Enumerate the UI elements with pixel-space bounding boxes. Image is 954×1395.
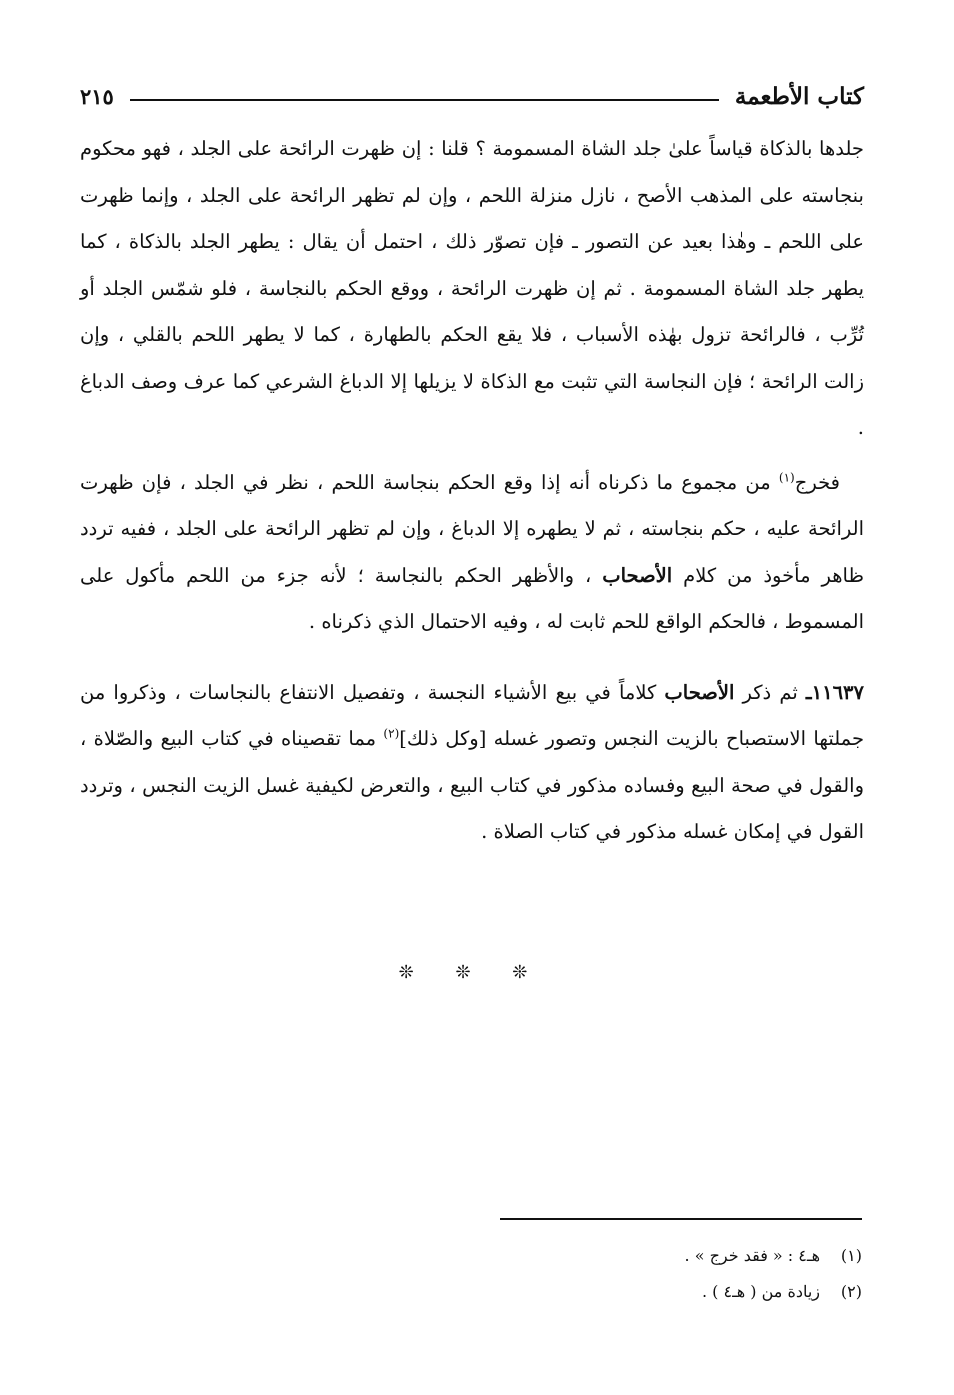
header-rule xyxy=(130,99,719,101)
chapter-title: كتاب الأطعمة xyxy=(734,82,864,110)
footnotes xyxy=(80,1238,862,1310)
paragraph-2 xyxy=(80,460,864,646)
paragraph-3-text-a: ثم ذكر xyxy=(734,680,806,704)
main-text xyxy=(80,126,864,856)
footnote-number: (١) xyxy=(840,1246,862,1265)
footnote-number: (٢) xyxy=(840,1282,862,1301)
paragraph-2-text-a: من مجموع ما ذكرناه أنه إذا وقع الحكم بنجاسة اللحم ، نظر في الجلد ، فإن ظهرت الرائحة عليه ، حكم بنجاسته ، ثم لا يطهره إلا الدباغ ، وإن لم تظهر الرائحة على الجلد ، ففيه تردد ظاهر مأخوذ من كلام xyxy=(80,470,864,587)
footnote-ref-2[interactable]: (٢) xyxy=(383,726,400,741)
running-header xyxy=(80,78,864,114)
footnote-text: زيادة من ( هـ٤ ) . xyxy=(701,1282,820,1301)
section-number: ١١٦٣٧ـ xyxy=(805,680,864,704)
bold-term: الأصحاب xyxy=(602,563,673,587)
footnote-text: هـ٤ : « فقد خرج » . xyxy=(684,1246,820,1265)
paragraph-2-text-b: ، والأظهر الحكم بالنجاسة ؛ لأنه جزء من اللحم مأكول على المسموط ، فالحكم الواقع للحم ثابت له ، وفيه الاحتمال الذي ذكرناه . xyxy=(80,563,864,633)
paragraph-3-text-b: كلاماً في بيع الأشياء النجسة ، وتفصيل الانتفاع بالنجاسات ، وذكروا من جملتها الاستصباح بالزيت النجس وتصور غسله [وكل ذلك] xyxy=(80,680,864,750)
paragraph-2-lead: فخرج xyxy=(794,470,840,494)
section-separator: ❊ ❊ ❊ xyxy=(398,962,546,983)
paragraph-3-text-c: مما تقصيناه في كتاب البيع والصّلاة ، والقول في صحة البيع وفساده مذكور في كتاب البيع ، والتعرض لكيفية غسل الزيت النجس ، وتردد القول في إمكان غسله مذكور في كتاب الصلاة . xyxy=(80,727,864,843)
footnote-ref-1[interactable]: (١) xyxy=(778,470,795,484)
footnote-2 xyxy=(80,1274,862,1310)
footnote-rule xyxy=(500,1218,862,1220)
footnote-1 xyxy=(80,1238,862,1274)
page-number: ٢١٥ xyxy=(80,83,114,109)
bold-term: الأصحاب xyxy=(664,680,735,704)
paragraph-3 xyxy=(80,670,864,856)
paragraph-1: جلدها بالذكاة قياساً علىٰ جلد الشاة المسمومة ؟ قلنا : إن ظهرت الرائحة على الجلد ، فهو محكوم بنجاسته على المذهب الأصح ، نازل منزلة اللحم ، وإن لم تظهر الرائحة على الجلد ، وإنما ظهرت على اللحم ـ وهٰذا بعيد عن التصور ـ فإن تصوّر ذلك ، احتمل أن يقال : يطهر الجلد بالذكاة ، كما يطهر جلد الشاة المسمومة . ثم إن ظهرت الرائحة ، ووقع الحكم بالنجاسة ، فلو شمّس الجلد أو تُرِّب ، فالرائحة تزول بهٰذه الأسباب ، فلا يقع الحكم بالطهارة ، كما لا يطهر اللحم بالقلي ، وإن زالت الرائحة ؛ فإن النجاسة التي تثبت مع الذكاة لا يزيلها إلا الدباغ الشرعي كما عرف وصف الدباغ . xyxy=(80,137,864,439)
